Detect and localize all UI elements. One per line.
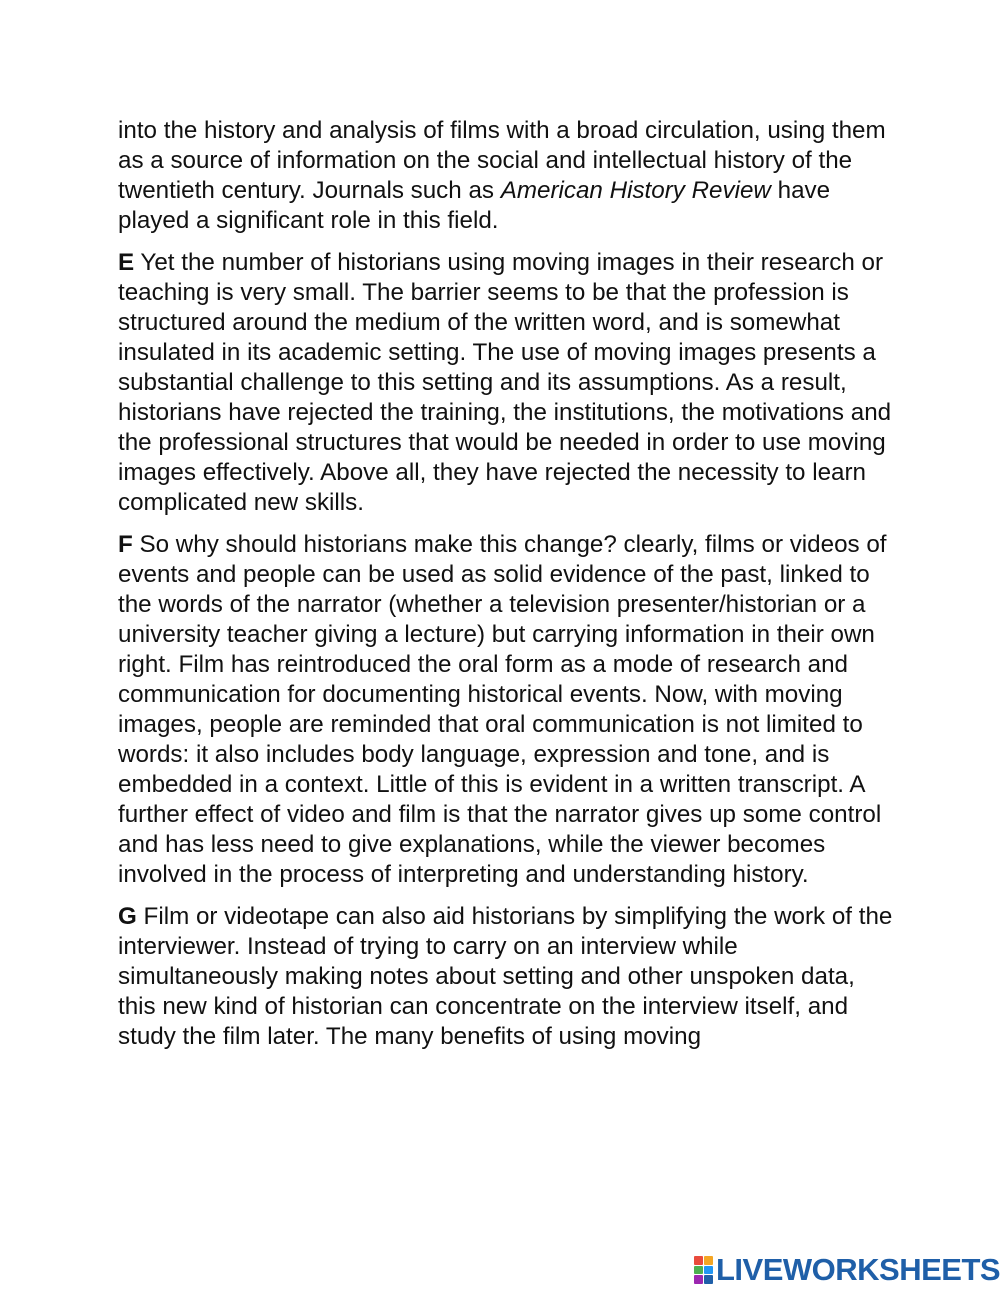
paragraph-e xyxy=(118,248,893,518)
logo-text: LIVEWORKSHEETS xyxy=(716,1252,1000,1287)
journal-title: American History Review xyxy=(500,177,771,204)
paragraph-letter: G xyxy=(118,903,137,930)
paragraph-letter: F xyxy=(118,531,133,558)
paragraph-text: into the history and analysis of films with a broad circulation, using them as a source of information on the social and intellectual history of the twentieth century. Journals such as xyxy=(118,117,886,204)
logo-mark-cell xyxy=(704,1275,713,1284)
paragraph-continuation xyxy=(118,116,893,236)
logo-mark-cell xyxy=(704,1266,713,1275)
paragraph-letter: E xyxy=(118,249,135,276)
logo-mark-cell xyxy=(694,1275,703,1284)
logo-mark-icon xyxy=(694,1256,713,1284)
paragraph-f xyxy=(118,530,893,890)
paragraph-text: have played a significant role in this field. xyxy=(118,177,831,234)
paragraph-g xyxy=(118,902,893,1052)
paragraph-text: Film or videotape can also aid historians by simplifying the work of the interviewer. Instead of trying to carry on an interview while simultaneously making notes about setting and other unspoken data, this new kind of historian can concentrate on the interview itself, and study the film later. The many benefits of using moving xyxy=(118,903,893,1050)
logo-mark-cell xyxy=(694,1256,703,1265)
document-body xyxy=(118,116,893,1064)
paragraph-text: So why should historians make this change? clearly, films or videos of events and people can be used as solid evidence of the past, linked to the words of the narrator (whether a television presenter/historian or a university teacher giving a lecture) but carrying information in their own right. Film has reintroduced the oral form as a mode of research and communication for documenting historical events. Now, with moving images, people are reminded that oral communication is not limited to words: it also includes body language, expression and tone, and is embedded in a context. Little of this is evident in a written transcript. A further effect of video and film is that the narrator gives up some control and has less need to give explanations, while the viewer becomes involved in the process of interpreting and understanding history. xyxy=(118,531,887,888)
logo-mark-cell xyxy=(704,1256,713,1265)
logo-mark-cell xyxy=(694,1266,703,1275)
liveworksheets-logo xyxy=(694,1253,1000,1287)
paragraph-text: Yet the number of historians using moving images in their research or teaching is very small. The barrier seems to be that the profession is structured around the medium of the written word, and is somewhat insulated in its academic setting. The use of moving images presents a substantial challenge to this setting and its assumptions. As a result, historians have rejected the training, the institutions, the motivations and the professional structures that would be needed in order to use moving images effectively. Above all, they have rejected the necessity to learn complicated new skills. xyxy=(118,249,892,516)
